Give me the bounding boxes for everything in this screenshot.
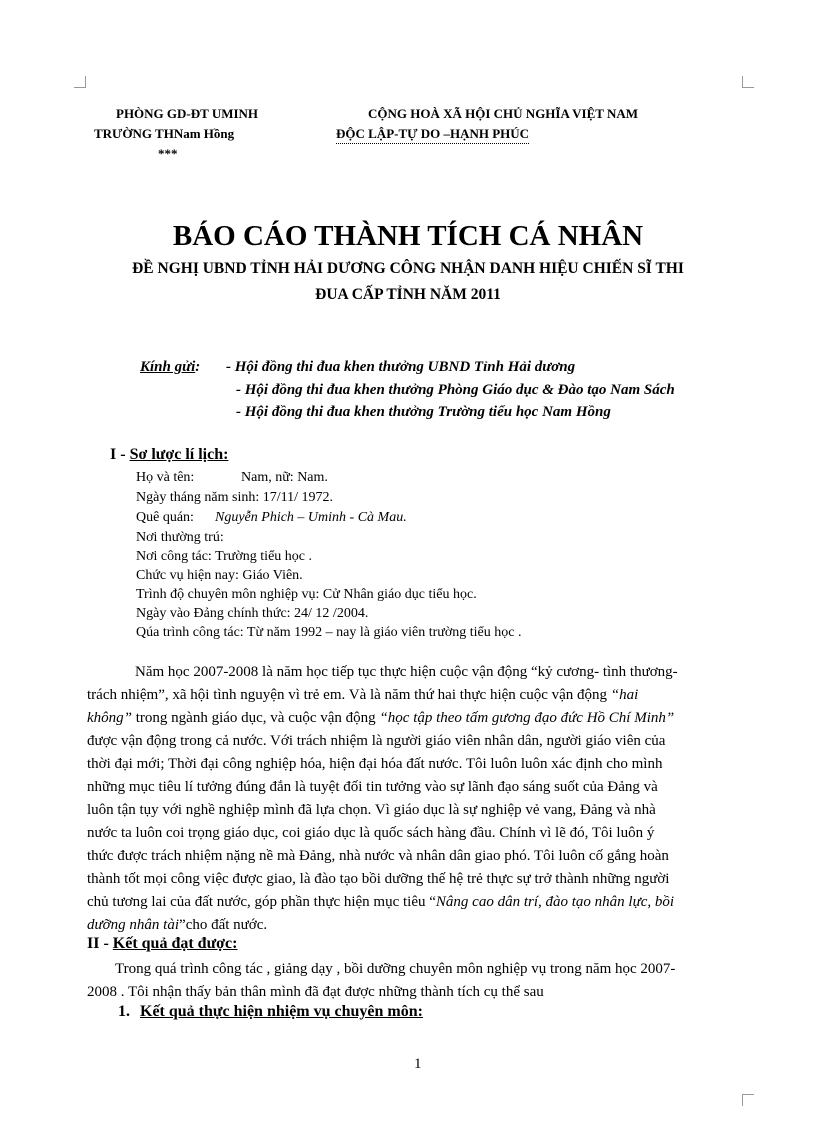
- paragraph-line: Năm học 2007-2008 là năm học tiếp tục thực hiện cuộc vận động “kỷ cương- tình thương-: [135, 664, 678, 680]
- recipients-label: Kính gửi: [140, 359, 196, 375]
- dept-name: PHÒNG GD-ĐT UMINH: [116, 106, 259, 121]
- paragraph-text: trách nhiệm”, xã hội tình nguyện vì trẻ em. Và là năm thứ hai thực hiện cuộc vận động: [87, 687, 611, 703]
- bio-career: Qúa trình công tác: Từ năm 1992 – nay là giáo viên trường tiểu học .: [136, 625, 522, 640]
- paragraph-line: [87, 707, 767, 730]
- paragraph-line: thức được trách nhiệm nặng nề mà Đảng, nhà nước và nhân dân giao phó. Tôi luôn cố gắng hoàn: [87, 848, 669, 864]
- section2-paragraph: [87, 958, 767, 1004]
- recipient-item: - Hội đồng thi đua khen thưởng Trường tiểu học Nam Hồng: [236, 404, 611, 420]
- recipients-label-wrap: [140, 359, 200, 376]
- subsection1-number: 1.: [118, 1003, 130, 1020]
- recipients-colon: :: [195, 359, 201, 375]
- bio-name-value: Nam, nữ: Nam.: [241, 470, 328, 485]
- margin-corner-mark: [742, 1094, 754, 1106]
- paragraph-italic-text: Nâng cao dân trí, đào tạo nhân lực, bồi: [435, 894, 675, 910]
- paragraph-text: ”cho đất nước.: [179, 917, 268, 933]
- report-subtitle-line2: ĐUA CẤP TỈNH NĂM 2011: [315, 286, 501, 303]
- recipient-item: - Hội đồng thi đua khen thưởng UBND Tỉnh Hải dương: [226, 359, 576, 375]
- school-name: TRƯỜNG THNam Hồng: [94, 126, 235, 141]
- paragraph-line: nước ta luôn coi trọng giáo dục, coi giáo dục là quốc sách hàng đầu. Chính vì lẽ đó, Tôi luôn ý: [87, 825, 655, 841]
- paragraph-line: [87, 891, 767, 914]
- margin-corner-mark: [742, 76, 754, 88]
- bio-hometown-label: Quê quán:: [136, 510, 194, 525]
- subsection1-heading: Kết quả thực hiện nhiệm vụ chuyên môn:: [140, 1003, 423, 1020]
- paragraph-line: những mục tiêu lí tưởng đúng đắn là tuyệt đối tin tưởng vào sự lãnh đạo sáng suốt của Đảng và: [87, 779, 658, 795]
- paragraph-italic-text: dưỡng nhân tài: [87, 917, 180, 933]
- paragraph-text: chủ tương lai của đất nước, góp phần thực hiện mục tiêu “: [87, 894, 436, 910]
- paragraph-italic-text: không”: [87, 710, 132, 726]
- paragraph-line: [87, 914, 767, 937]
- margin-corner-mark: [74, 76, 86, 88]
- paragraph-line: thành tốt mọi công việc được giao, là đào tạo bồi dưỡng thế hệ trẻ thực sự trở thành những người: [87, 871, 670, 887]
- paragraph-text: trong ngành giáo dục, và cuộc vận động: [132, 710, 380, 726]
- section1-prefix: I -: [110, 446, 130, 463]
- report-subtitle-line1: ĐỀ NGHỊ UBND TỈNH HẢI DƯƠNG CÔNG NHẬN DANH HIỆU CHIẾN SĨ THI: [132, 260, 684, 277]
- bio-position: Chức vụ hiện nay: Giáo Viên.: [136, 568, 303, 583]
- section2-heading-wrap: [87, 935, 237, 953]
- bio-party-date: Ngày vào Đảng chính thức: 24/ 12 /2004.: [136, 606, 369, 621]
- paragraph-italic-text: “học tập theo tấm gương đạo đức Hồ Chí Minh”: [379, 710, 675, 726]
- bio-dob: Ngày tháng năm sinh: 17/11/ 1972.: [136, 490, 334, 505]
- bio-name-label: Họ và tên:: [136, 470, 195, 485]
- intro-paragraph: [87, 661, 767, 937]
- paragraph-italic-text: “hai: [610, 687, 639, 703]
- national-motto: ĐỘC LẬP-TỰ DO –HẠNH PHÚC: [336, 126, 529, 144]
- paragraph-line: 2008 . Tôi nhận thấy bản thân mình đã đạt được những thành tích cụ thể sau: [87, 984, 544, 1000]
- bio-workplace: Nơi công tác: Trường tiểu học .: [136, 549, 312, 564]
- bio-qualification: Trình độ chuyên môn nghiệp vụ: Cử Nhân giáo dục tiểu học.: [136, 587, 477, 602]
- national-title: CỘNG HOÀ XÃ HỘI CHỦ NGHĨA VIỆT NAM: [368, 106, 639, 121]
- section1-heading-wrap: [110, 446, 228, 464]
- bio-residence: Nơi thường trú:: [136, 530, 224, 545]
- report-title: BÁO CÁO THÀNH TÍCH CÁ NHÂN: [172, 220, 644, 252]
- header-stars: ***: [158, 146, 178, 161]
- paragraph-line: Trong quá trình công tác , giảng dạy , bồi dưỡng chuyên môn nghiệp vụ trong năm học 2007-: [115, 961, 676, 977]
- section2-prefix: II -: [87, 935, 113, 952]
- section2-heading: Kết quả đạt được:: [112, 935, 238, 952]
- recipient-item: - Hội đồng thi đua khen thưởng Phòng Giáo dục & Đào tạo Nam Sách: [236, 382, 675, 398]
- paragraph-line: [87, 684, 767, 707]
- page-number: 1: [414, 1056, 422, 1072]
- section1-heading: Sơ lược lí lịch:: [129, 446, 229, 463]
- bio-hometown-value: Nguyễn Phich – Uminh - Cà Mau.: [215, 510, 407, 525]
- paragraph-line: thời đại mới; Thời đại công nghiệp hóa, hiện đại hóa đất nước. Tôi luôn luôn xác định cho mình: [87, 756, 663, 772]
- paragraph-line: được vận động trong cả nước. Với trách nhiệm là người giáo viên nhân dân, người giáo viên của: [87, 733, 666, 749]
- paragraph-line: luôn tận tụy với nghề nghiệp mình đã lựa chọn. Vì giáo dục là sự nghiệp vẻ vang, Đảng và nhà: [87, 802, 656, 818]
